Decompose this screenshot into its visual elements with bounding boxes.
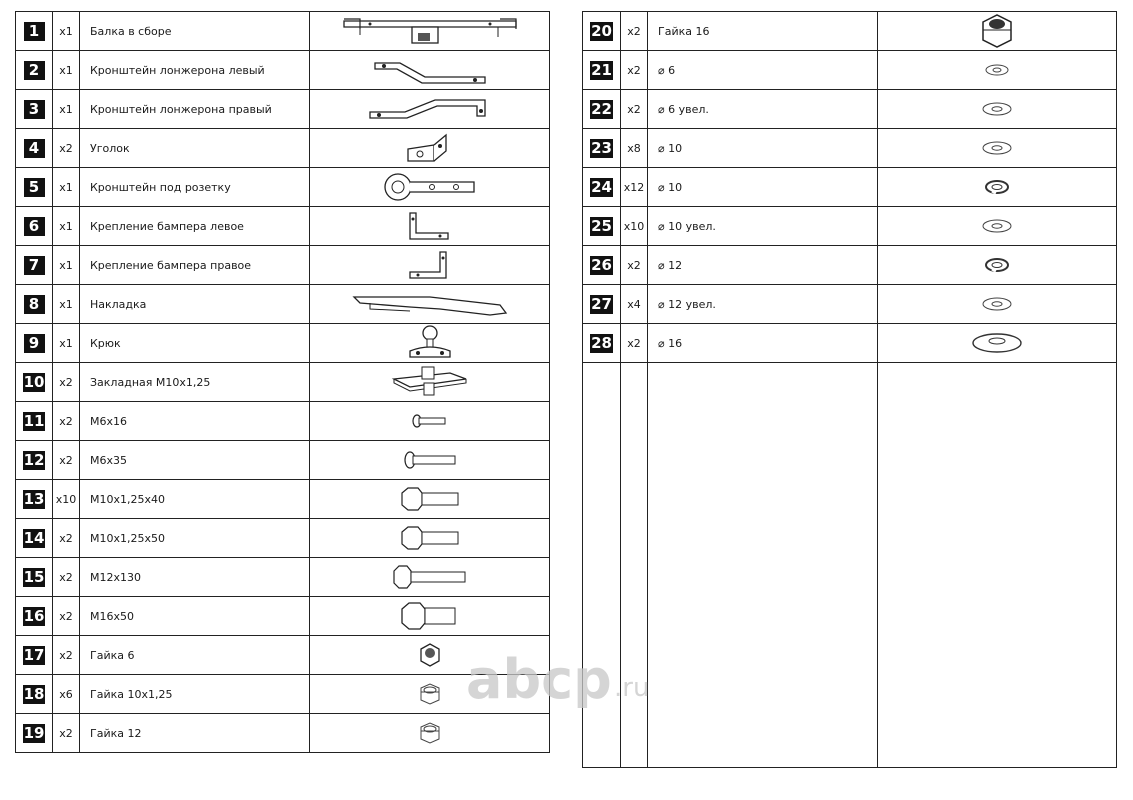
parts-table-left	[15, 11, 550, 753]
empty-cell	[621, 363, 648, 768]
washer-small-icon	[878, 62, 1116, 78]
part-image-cell	[310, 363, 550, 402]
part-quantity: x2	[53, 636, 80, 675]
part-number: 1	[24, 22, 45, 41]
spring-washer-icon	[878, 177, 1116, 197]
empty-cell	[648, 363, 878, 768]
part-number: 6	[24, 217, 45, 236]
part-row	[583, 168, 1117, 207]
part-name: Крепление бампера правое	[80, 246, 310, 285]
part-row	[16, 129, 550, 168]
part-row	[16, 675, 550, 714]
empty-cell	[583, 363, 621, 768]
part-name: М10х1,25х50	[80, 519, 310, 558]
part-number-cell	[583, 168, 621, 207]
part-row	[16, 12, 550, 51]
part-name: Балка в сборе	[80, 12, 310, 51]
part-number: 18	[23, 685, 45, 703]
part-name: М6х35	[80, 441, 310, 480]
part-quantity: x10	[53, 480, 80, 519]
part-name: Гайка 12	[80, 714, 310, 753]
part-name: ⌀ 12 увел.	[648, 285, 878, 324]
part-number: 16	[23, 607, 45, 625]
part-number-cell	[16, 714, 53, 753]
part-image-cell	[310, 402, 550, 441]
part-number-cell	[16, 402, 53, 441]
parts-table-right	[582, 11, 1117, 768]
lock-nut-icon	[310, 640, 549, 670]
angle-bracket-icon	[310, 131, 549, 165]
part-quantity: x2	[53, 441, 80, 480]
part-number: 28	[591, 334, 612, 352]
part-image-cell	[878, 168, 1117, 207]
part-number-cell	[16, 597, 53, 636]
part-number: 10	[23, 373, 45, 391]
part-image-cell	[310, 12, 550, 51]
part-number-cell	[16, 207, 53, 246]
part-image-cell	[310, 51, 550, 90]
empty-cell	[878, 363, 1117, 768]
part-name: Закладная М10х1,25	[80, 363, 310, 402]
part-quantity: x10	[621, 207, 648, 246]
part-number: 26	[591, 256, 612, 274]
part-quantity: x6	[53, 675, 80, 714]
part-name: М10х1,25х40	[80, 480, 310, 519]
hex-bolt-m16x50-icon	[310, 599, 549, 633]
part-number: 2	[24, 61, 45, 80]
washer-icon	[878, 100, 1116, 118]
part-number: 24	[591, 178, 612, 196]
part-name: ⌀ 16	[648, 324, 878, 363]
part-number: 4	[24, 139, 45, 158]
part-image-cell	[310, 285, 550, 324]
part-row	[583, 129, 1117, 168]
part-number-cell	[583, 129, 621, 168]
right-bracket-icon	[310, 94, 549, 124]
part-quantity: x2	[53, 519, 80, 558]
part-quantity: x1	[53, 324, 80, 363]
part-number-cell	[583, 12, 621, 51]
part-quantity: x2	[621, 90, 648, 129]
part-image-cell	[878, 246, 1117, 285]
socket-bracket-icon	[310, 170, 549, 204]
part-image-cell	[310, 480, 550, 519]
washer-icon	[878, 139, 1116, 157]
part-number-cell	[16, 246, 53, 285]
washer-icon	[878, 295, 1116, 313]
part-number-cell	[583, 285, 621, 324]
part-image-cell	[310, 519, 550, 558]
part-row	[16, 714, 550, 753]
lock-nut-large-icon	[878, 12, 1116, 50]
part-image-cell	[310, 90, 550, 129]
part-name: Кронштейн под розетку	[80, 168, 310, 207]
hex-nut-icon	[310, 680, 549, 708]
part-quantity: x2	[53, 363, 80, 402]
part-number-cell	[583, 51, 621, 90]
part-quantity: x12	[621, 168, 648, 207]
part-name: М12х130	[80, 558, 310, 597]
part-quantity: x8	[621, 129, 648, 168]
part-row	[583, 285, 1117, 324]
part-name: М6х16	[80, 402, 310, 441]
part-row	[16, 441, 550, 480]
part-row	[583, 12, 1117, 51]
part-row	[16, 519, 550, 558]
part-name: Кронштейн лонжерона правый	[80, 90, 310, 129]
part-name: ⌀ 10	[648, 168, 878, 207]
part-row	[583, 51, 1117, 90]
part-quantity: x2	[53, 597, 80, 636]
part-number: 8	[24, 295, 45, 314]
part-number-cell	[16, 636, 53, 675]
part-image-cell	[878, 324, 1117, 363]
part-number: 11	[23, 412, 45, 430]
part-number-cell	[16, 675, 53, 714]
part-image-cell	[310, 246, 550, 285]
part-number: 5	[24, 178, 45, 197]
tow-ball-icon	[310, 325, 549, 361]
bolt-m6x16-icon	[310, 411, 549, 431]
washer-icon	[878, 217, 1116, 235]
part-number-cell	[16, 285, 53, 324]
part-quantity: x1	[53, 168, 80, 207]
part-image-cell	[310, 636, 550, 675]
part-image-cell	[310, 324, 550, 363]
part-name: ⌀ 10	[648, 129, 878, 168]
part-image-cell	[878, 285, 1117, 324]
part-row	[16, 246, 550, 285]
part-quantity: x2	[53, 129, 80, 168]
part-number: 19	[23, 724, 45, 742]
bumper-mount-left-icon	[310, 209, 549, 243]
part-number: 9	[24, 334, 45, 353]
hex-bolt-m10x50-icon	[310, 523, 549, 553]
part-name: Накладка	[80, 285, 310, 324]
part-number: 12	[23, 451, 45, 469]
hex-bolt-m10x40-icon	[310, 484, 549, 514]
part-image-cell	[310, 714, 550, 753]
part-row	[16, 480, 550, 519]
part-row	[16, 51, 550, 90]
part-number-cell	[16, 51, 53, 90]
part-number: 14	[23, 529, 45, 547]
part-row	[16, 636, 550, 675]
empty-row	[583, 363, 1117, 768]
part-number-cell	[16, 363, 53, 402]
part-quantity: x2	[53, 558, 80, 597]
part-quantity: x1	[53, 285, 80, 324]
part-image-cell	[310, 675, 550, 714]
part-image-cell	[310, 597, 550, 636]
part-number-cell	[583, 324, 621, 363]
part-number: 13	[23, 490, 45, 508]
part-row	[16, 285, 550, 324]
part-number: 15	[23, 568, 45, 586]
part-name: Крепление бампера левое	[80, 207, 310, 246]
part-row	[583, 90, 1117, 129]
part-row	[583, 324, 1117, 363]
plate-icon	[310, 289, 549, 319]
part-image-cell	[310, 129, 550, 168]
part-name: Крюк	[80, 324, 310, 363]
bumper-mount-right-icon	[310, 248, 549, 282]
part-number-cell	[16, 480, 53, 519]
part-number: 23	[591, 139, 612, 157]
part-row	[16, 558, 550, 597]
part-image-cell	[310, 168, 550, 207]
hex-bolt-m12x130-icon	[310, 562, 549, 592]
part-name: Уголок	[80, 129, 310, 168]
part-image-cell	[310, 558, 550, 597]
part-image-cell	[878, 51, 1117, 90]
part-number-cell	[16, 324, 53, 363]
part-row	[583, 207, 1117, 246]
part-name: М16х50	[80, 597, 310, 636]
part-row	[16, 207, 550, 246]
part-name: Гайка 16	[648, 12, 878, 51]
part-name: ⌀ 10 увел.	[648, 207, 878, 246]
part-number: 3	[24, 100, 45, 119]
part-number-cell	[16, 558, 53, 597]
part-quantity: x2	[621, 51, 648, 90]
part-number: 20	[591, 22, 612, 40]
spring-washer-icon	[878, 255, 1116, 275]
part-row	[16, 324, 550, 363]
part-quantity: x1	[53, 246, 80, 285]
beam-assembly-icon	[310, 13, 549, 49]
part-quantity: x2	[53, 402, 80, 441]
part-number-cell	[583, 207, 621, 246]
part-quantity: x2	[53, 714, 80, 753]
part-image-cell	[878, 12, 1117, 51]
part-row	[16, 402, 550, 441]
part-name: Гайка 10х1,25	[80, 675, 310, 714]
part-name: ⌀ 6 увел.	[648, 90, 878, 129]
part-row	[16, 597, 550, 636]
part-number: 22	[591, 100, 612, 118]
left-bracket-icon	[310, 55, 549, 85]
part-quantity: x2	[621, 246, 648, 285]
part-name: ⌀ 6	[648, 51, 878, 90]
part-image-cell	[310, 207, 550, 246]
part-number-cell	[16, 90, 53, 129]
part-number-cell	[16, 519, 53, 558]
part-quantity: x1	[53, 51, 80, 90]
embedded-nut-plate-icon	[310, 365, 549, 399]
part-row	[16, 363, 550, 402]
part-name: ⌀ 12	[648, 246, 878, 285]
hex-nut-icon	[310, 719, 549, 747]
part-name: Кронштейн лонжерона левый	[80, 51, 310, 90]
part-number: 7	[24, 256, 45, 275]
part-row	[583, 246, 1117, 285]
part-quantity: x1	[53, 12, 80, 51]
part-number-cell	[583, 90, 621, 129]
part-number-cell	[583, 246, 621, 285]
part-number-cell	[16, 441, 53, 480]
part-image-cell	[878, 207, 1117, 246]
part-number-cell	[16, 168, 53, 207]
part-quantity: x2	[621, 12, 648, 51]
watermark-brand: abcp	[466, 652, 612, 708]
part-number: 17	[23, 646, 45, 664]
part-quantity: x1	[53, 90, 80, 129]
part-row	[16, 90, 550, 129]
part-name: Гайка 6	[80, 636, 310, 675]
washer-large-icon	[878, 330, 1116, 356]
part-quantity: x1	[53, 207, 80, 246]
part-number: 27	[591, 295, 612, 313]
part-number-cell	[16, 129, 53, 168]
part-image-cell	[878, 129, 1117, 168]
part-image-cell	[878, 90, 1117, 129]
part-number: 25	[591, 217, 612, 235]
part-number-cell	[16, 12, 53, 51]
part-number: 21	[591, 61, 612, 79]
bolt-m6x35-icon	[310, 449, 549, 471]
watermark-domain: .ru	[614, 673, 650, 703]
part-row	[16, 168, 550, 207]
part-quantity: x4	[621, 285, 648, 324]
part-quantity: x2	[621, 324, 648, 363]
part-image-cell	[310, 441, 550, 480]
